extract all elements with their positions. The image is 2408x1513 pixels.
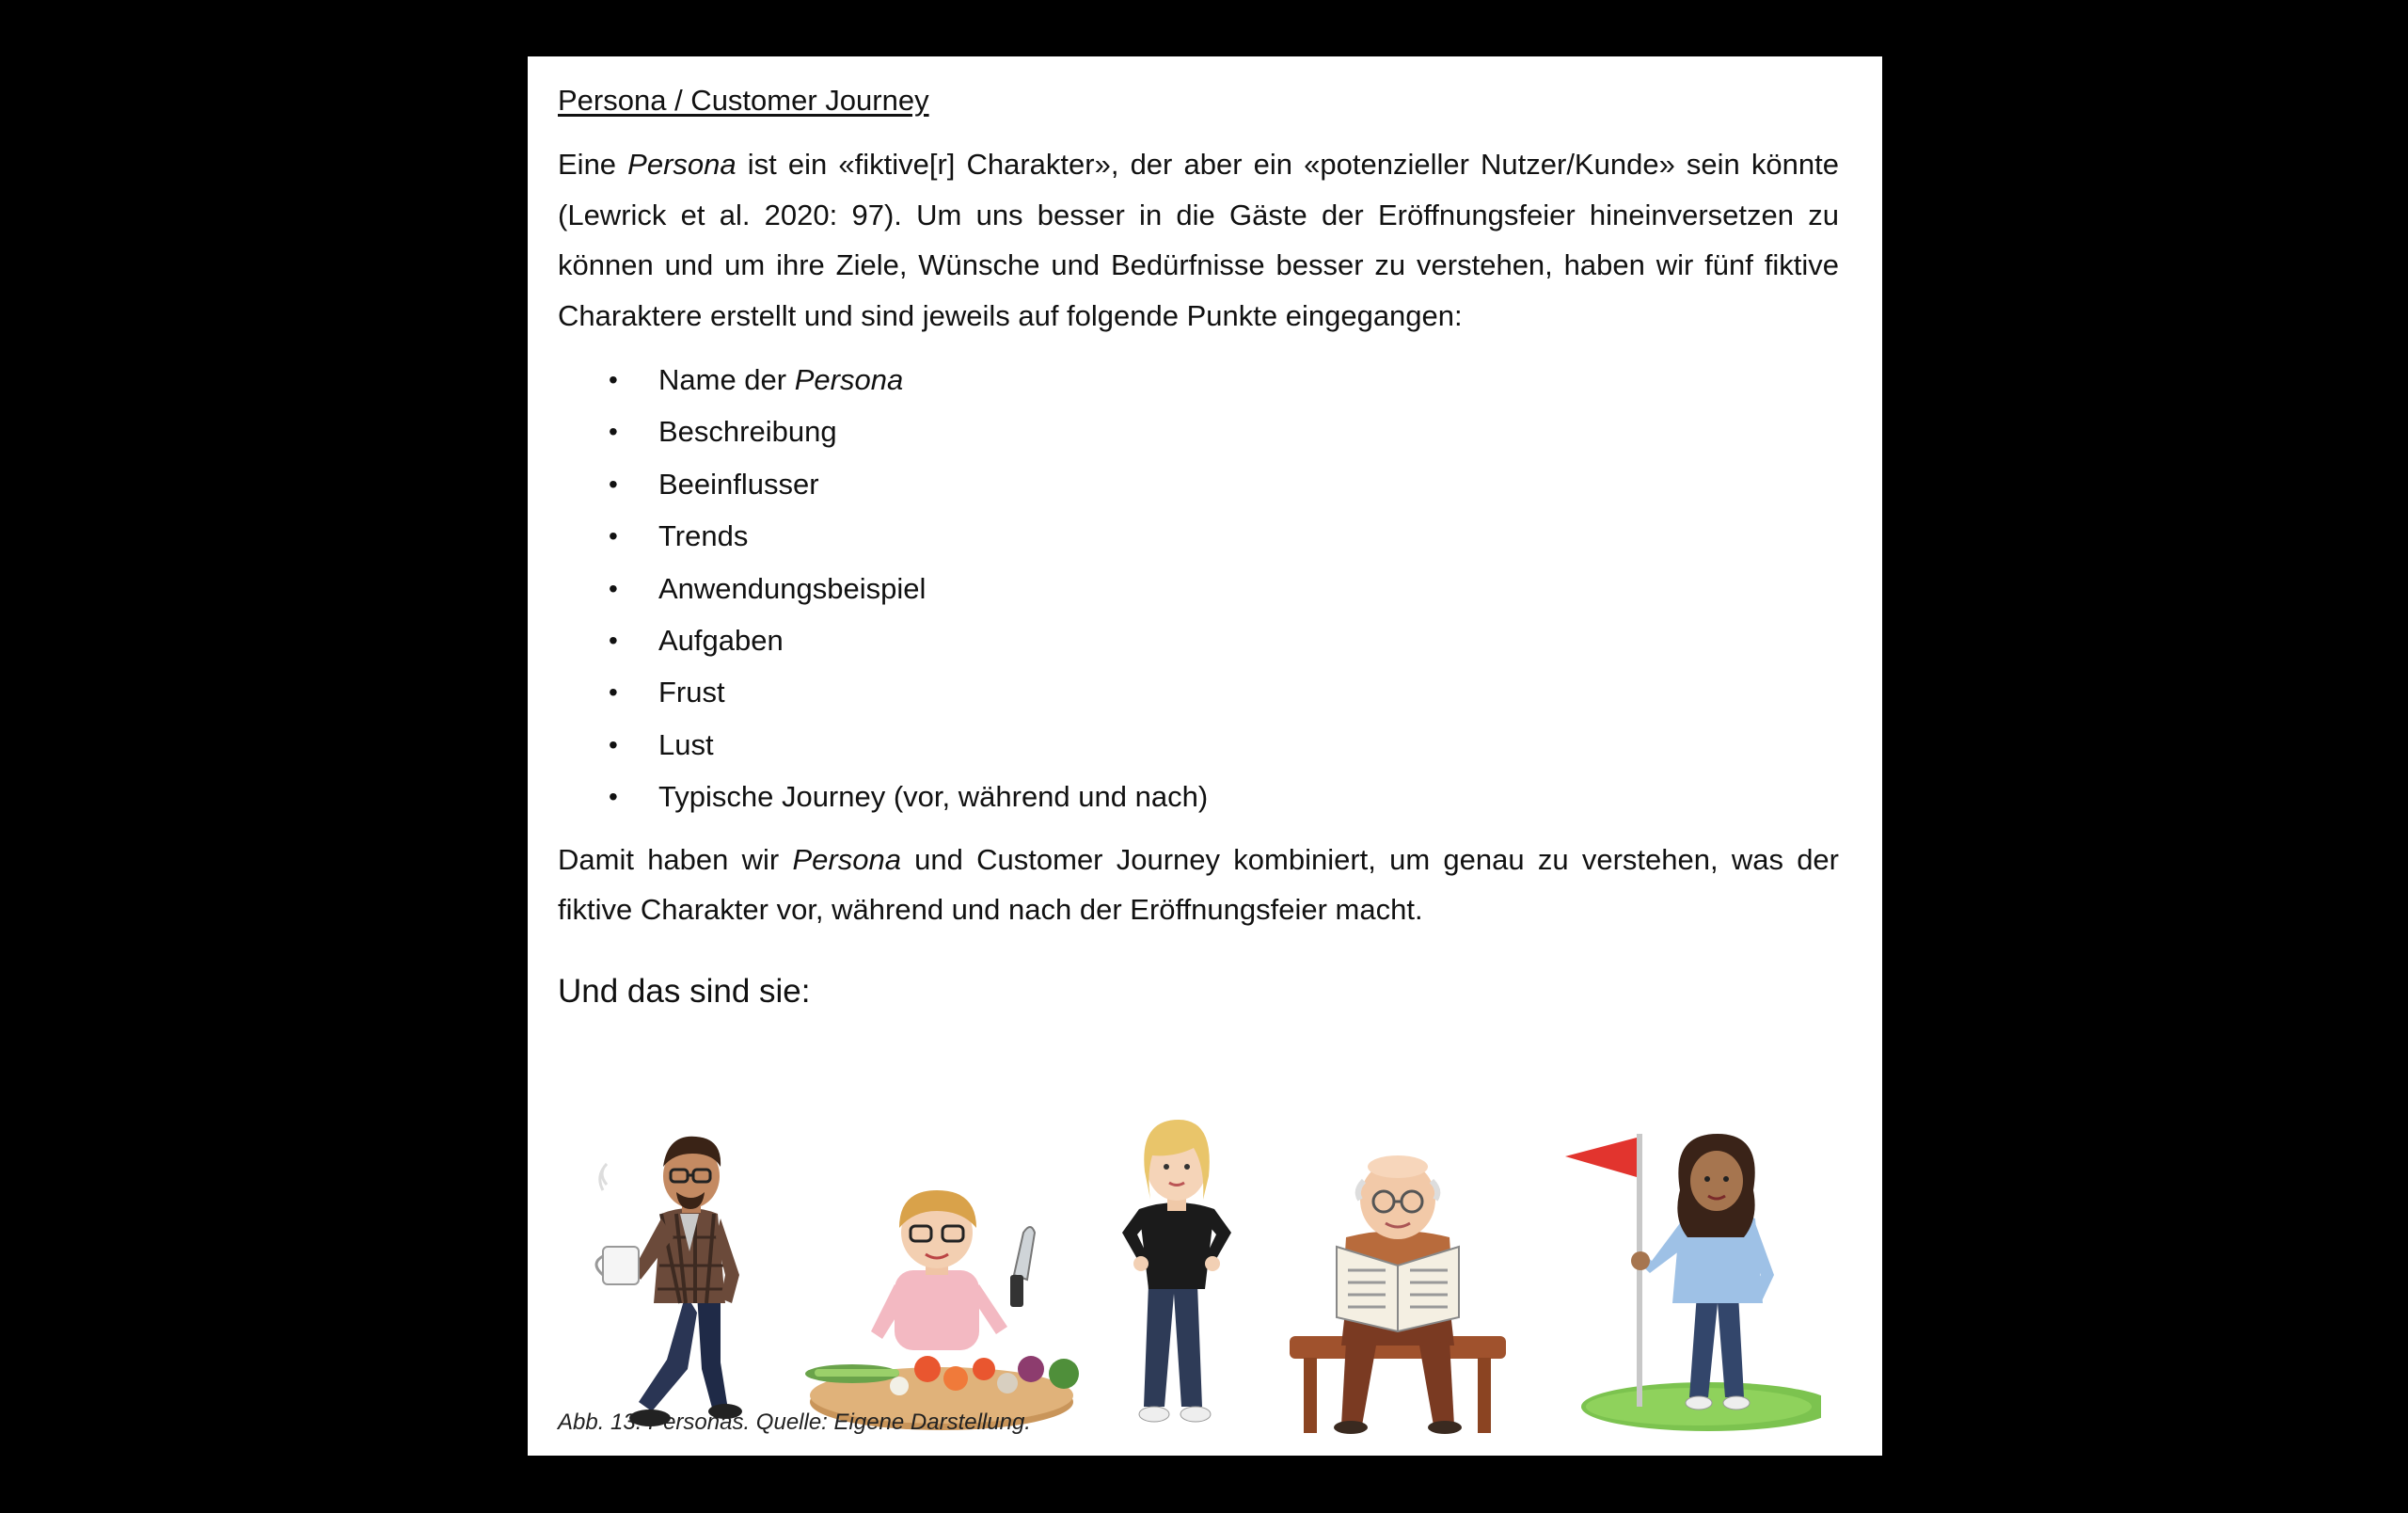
closing-text-1: Damit haben wir xyxy=(558,842,793,876)
list-item xyxy=(558,458,1839,510)
list-item-text: Beschreibung xyxy=(658,415,837,449)
list-item xyxy=(558,563,1839,614)
persona-old-man-reading-icon xyxy=(1280,1143,1515,1435)
closing-paragraph xyxy=(558,835,1839,935)
list-item-text: Aufgaben xyxy=(658,624,784,658)
personas-figure xyxy=(584,1059,1845,1435)
list-item xyxy=(558,719,1839,771)
list-item-text: Trends xyxy=(658,519,749,553)
intro-text-2: ist ein «fiktive[r] Charakter», der aber ein «potenzieller Nutzer/Kunde» sein könnte (Lewrick et al. 2020: 97). Um uns besser in die Gäste der Eröffnungsfeier hineinversetzen zu können und um ihre Ziele, Wünsche und Bedürfnisse besser zu verstehen, haben wir fünf fiktive Charaktere erstellt und sind jeweils auf folgende Punkte eingegangen: xyxy=(558,148,1839,332)
intro-text-1: Eine xyxy=(558,148,628,181)
figure-caption: Abb. 13: Personas. Quelle: Eigene Darstellung. xyxy=(558,1409,1031,1435)
list-item-italic: Persona xyxy=(794,363,904,396)
list-item-text: Anwendungsbeispiel xyxy=(658,571,927,605)
section-heading: Persona / Customer Journey xyxy=(558,84,929,117)
list-item-text: Name der xyxy=(658,363,795,396)
intro-persona-word: Persona xyxy=(627,148,737,181)
closing-persona-word: Persona xyxy=(792,842,901,876)
points-list xyxy=(558,354,1839,823)
list-item-text: Beeinflusser xyxy=(658,467,819,501)
list-item xyxy=(558,354,1839,406)
list-item xyxy=(558,510,1839,562)
list-item xyxy=(558,614,1839,666)
intro-line: Und das sind sie: xyxy=(558,972,811,1010)
persona-woman-golf-icon xyxy=(1558,1124,1821,1435)
list-item xyxy=(558,666,1839,718)
list-item-text: Typische Journey (vor, während und nach) xyxy=(658,780,1209,814)
persona-blonde-woman-icon xyxy=(1101,1115,1252,1435)
intro-paragraph xyxy=(558,139,1839,341)
list-item xyxy=(558,771,1839,822)
list-item-text: Lust xyxy=(658,727,714,761)
document-page xyxy=(528,56,1882,1456)
list-item-text: Frust xyxy=(658,676,725,709)
persona-woman-cooking-icon xyxy=(796,1181,1087,1435)
list-item xyxy=(558,406,1839,457)
closing-text-2: und Customer Journey kombiniert, um genau zu verstehen, was der fiktive Charakter vor, während und nach der Eröffnungsfeier macht. xyxy=(558,842,1839,927)
persona-man-coffee-icon xyxy=(584,1124,772,1435)
